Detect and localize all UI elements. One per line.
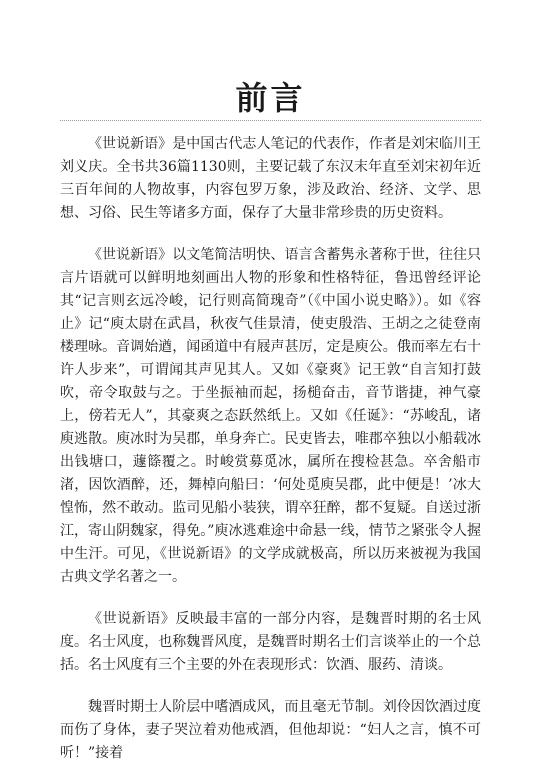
paragraph-mingshi-fengdu: 《世说新语》反映最丰富的一部分内容，是魏晋时期的名士风度。名士风度，也称魏晋风度，是魏晋时期名士们言谈举止的一个总括。名士风度有三个主要的外在表现形式：饮酒、服药、清谈。	[60, 611, 481, 673]
paragraph-drinking: 魏晋时期士人阶层中嗜酒成风，而且毫无节制。刘伶因饮酒过度而伤了身体，妻子哭泣着劝他戒酒，但他却说：“妇人之言，慎不可听！”接着	[60, 699, 481, 761]
page-title: 前言	[235, 79, 306, 117]
document-body	[60, 133, 481, 765]
paragraph-literary-style: 《世说新语》以文笔简洁明快、语言含蓄隽永著称于世，往往只言片语就可以鲜明地刻画出人物的形象和性格特征，鲁迅曾经评论其“记言则玄远冷峻，记行则高简瑰奇”（《中国小说史略》）。如《容止》记“庾太尉在武昌，秋夜气佳景清，使吏殷浩、王胡之之徒登南楼理咏。音调始遒，闻函道中有屐声甚厉，定是庾公。俄而率左右十许人步来”，可谓闻其声见其人。又如《豪爽》记王敦“自言知打鼓吹，帝令取鼓与之。于坐振袖而起，扬槌奋击，音节谐捷，神气豪上，傍若无人”，其豪爽之态跃然纸上。又如《任诞》：“苏峻乱，诸庾逃散。庾冰时为吴郡，单身奔亡。民吏皆去，唯郡卒独以小船载冰出钱塘口，蘧篨覆之。时峻赏募觅冰，属所在搜检甚急。卒舍船市渚，因饮酒醉，还，舞棹向船曰：‘何处觅庾吴郡，此中便是！’冰大惶怖，然不敢动。监司见船小装狭，谓卒狂醉，都不复疑。自送过浙江，寄山阴魏家，得免。”庾冰逃难途中命悬一线，情节之紧张令人握中生汗。可见，《世说新语》的文学成就极高，所以历来被视为我国古典文学名著之一。	[60, 247, 481, 585]
title-divider	[60, 120, 481, 121]
paragraph-intro: 《世说新语》是中国古代志人笔记的代表作，作者是刘宋临川王刘义庆。全书共36篇1130则，主要记载了东汉末年直至刘宋初年近三百年间的人物故事，内容包罗万象，涉及政治、经济、文学、思想、习俗、民生等诸多方面，保存了大量非常珍贵的历史资料。	[60, 136, 481, 221]
